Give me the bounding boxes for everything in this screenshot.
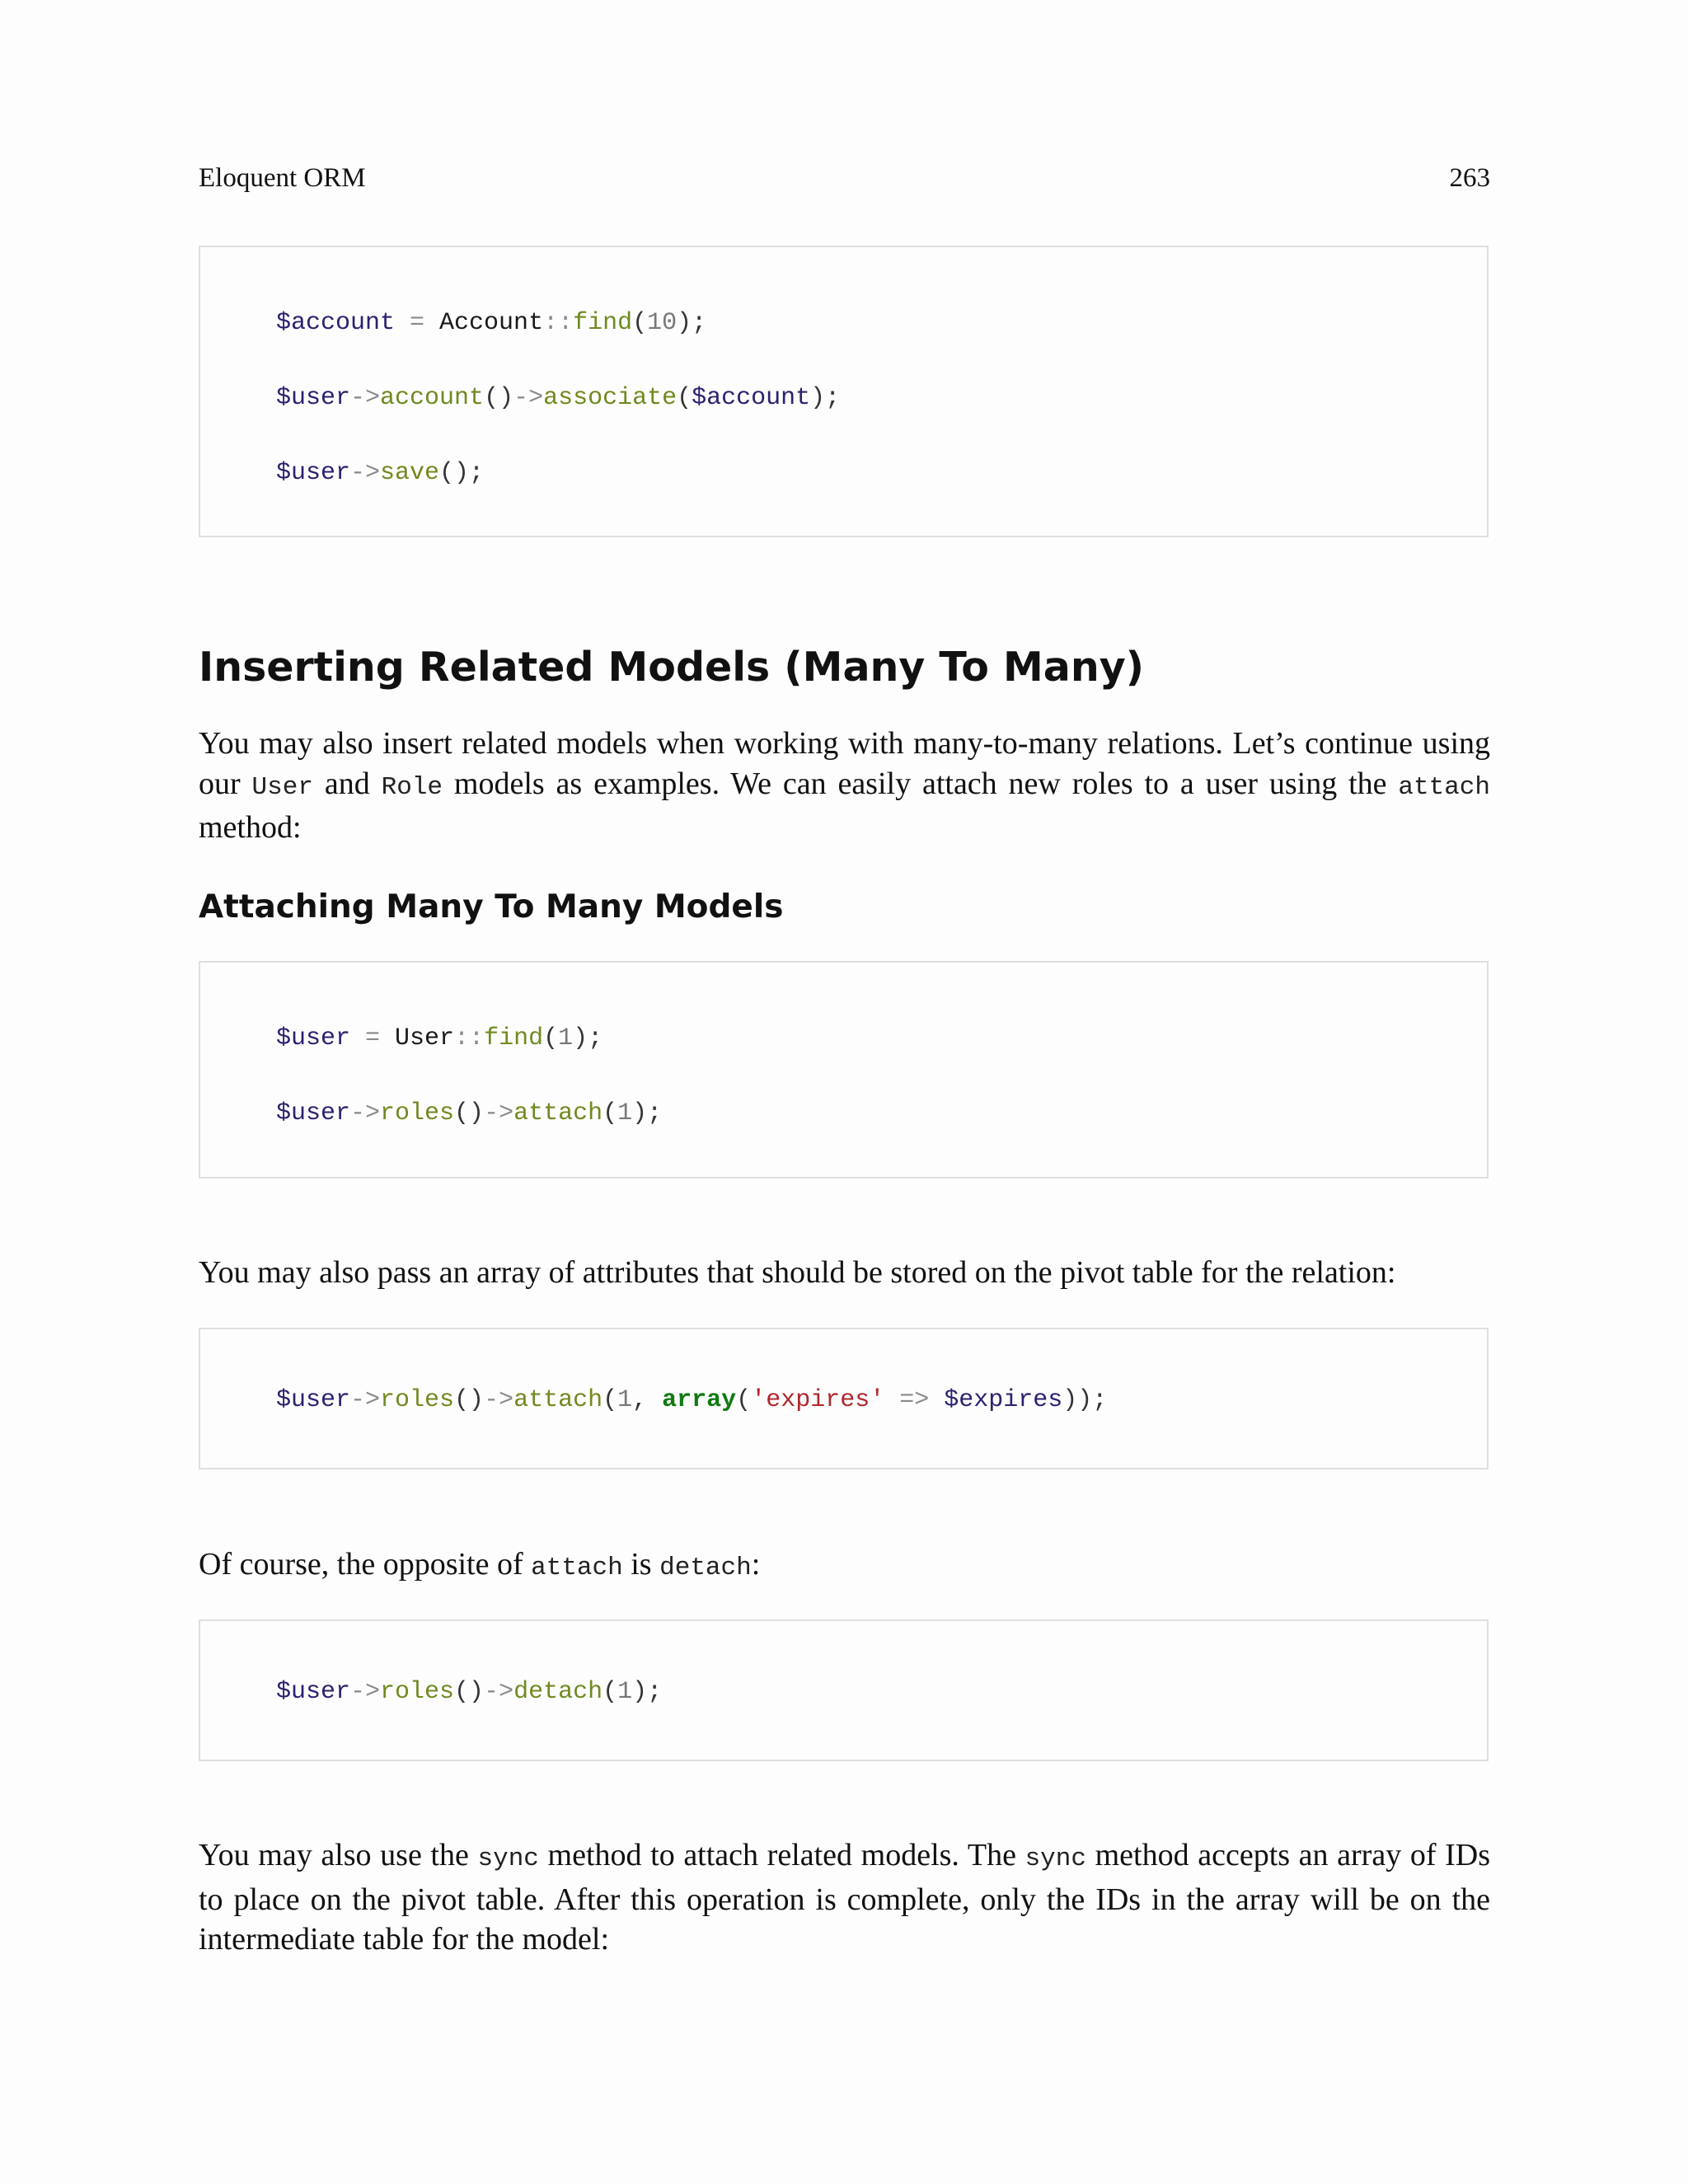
inline-code: Role [381,772,443,802]
paragraph-intro [199,724,1490,848]
code-token: () [454,1678,485,1706]
code-token: -> [350,1386,381,1414]
code-token: 1 [617,1099,633,1127]
paragraph-text: method accepts an array of IDs to place on the pivot table. After this operation is complete, only the IDs in the array will be on the intermediate table for the model: [199,1838,1490,1957]
code-token: :: [543,309,574,337]
page-number: 263 [1449,163,1490,193]
code-token: $user [276,1024,351,1052]
paragraph-text: Of course, the opposite of [199,1547,532,1582]
code-token: ( [677,384,692,412]
code-line [276,1024,603,1053]
paragraph-text: method: [199,810,302,845]
code-token: ( [736,1386,752,1414]
code-token: save [380,459,440,487]
code-token: 1 [558,1024,574,1052]
code-token: ( [603,1678,618,1706]
code-token: find [484,1024,544,1052]
inline-code: sync [477,1844,539,1873]
code-token: = [350,1024,396,1052]
paragraph-sync [199,1835,1490,1960]
running-header-section: Eloquent ORM [199,163,366,193]
code-token: -> [350,459,381,487]
code-token: ); [573,1024,603,1052]
paragraph-text: models as examples. We can easily attach new roles to a user using the [443,766,1399,801]
code-token: () [454,1099,485,1127]
code-token: roles [380,1678,455,1706]
inline-code: attach [531,1554,623,1582]
code-token: -> [484,1678,514,1706]
code-token: associate [543,384,678,412]
code-token: account [380,384,485,412]
code-token: $user [276,1099,351,1127]
code-token: => [884,1386,945,1414]
code-token: attach [513,1099,603,1127]
code-block-attach [199,961,1489,1179]
code-token: $user [276,384,351,412]
code-token: ( [632,309,648,337]
code-line [276,1099,662,1128]
paragraph-pivot [199,1253,1490,1293]
inline-code: sync [1025,1844,1086,1873]
code-token: (); [439,459,485,487]
code-token: $expires [944,1386,1063,1414]
code-token: () [484,384,514,412]
paragraph-text: : [751,1547,761,1582]
code-token: roles [380,1099,455,1127]
code-token: $account [692,384,811,412]
paragraph-text: method to attach related models. The [538,1838,1025,1872]
code-line [276,308,706,338]
code-token: 1 [617,1678,633,1706]
code-token: 'expires' [751,1386,885,1414]
code-block-detach [199,1619,1489,1761]
code-token: -> [350,384,381,412]
code-token: $user [276,1386,351,1414]
inline-code: attach [1398,772,1491,802]
subsection-heading: Attaching Many To Many Models [199,888,784,926]
code-token: -> [484,1099,514,1127]
code-token: )); [1062,1386,1108,1414]
code-token: ); [810,384,841,412]
section-heading: Inserting Related Models (Many To Many) [199,644,1145,691]
paragraph-detach [199,1544,1490,1589]
code-token: = [395,309,440,337]
code-token: 10 [647,309,678,337]
code-line [276,1385,1107,1415]
code-token: find [573,309,633,337]
code-token: () [454,1386,485,1414]
code-token: -> [350,1099,381,1127]
running-header [199,162,1490,194]
code-line [276,458,484,488]
code-token: Account [439,309,544,337]
paragraph-text: is [622,1547,660,1582]
paragraph-text: and [312,766,382,801]
code-token: roles [380,1386,455,1414]
code-token: :: [454,1024,485,1052]
code-block-associate [199,246,1489,537]
code-line [276,1677,662,1707]
code-block-attach-attributes [199,1328,1489,1469]
code-token: $user [276,1678,351,1706]
code-token: -> [484,1386,514,1414]
code-token: ); [632,1099,663,1127]
code-token: ); [632,1678,663,1706]
code-token: ( [603,1386,618,1414]
paragraph-text: You may also pass an array of attributes that should be stored on the pivot table for the relation: [199,1255,1396,1290]
code-token: attach [513,1386,603,1414]
code-line [276,383,840,413]
code-token: ( [603,1099,618,1127]
code-token: ); [677,309,707,337]
code-token: ( [543,1024,559,1052]
code-token: array [662,1386,737,1414]
inline-code: User [251,772,313,802]
code-token: User [395,1024,455,1052]
code-token: $account [276,309,396,337]
code-token: 1 [617,1386,633,1414]
code-token: -> [350,1678,381,1706]
code-token: $user [276,459,351,487]
code-token: -> [513,384,544,412]
inline-code: detach [659,1554,752,1582]
paragraph-text: You may also use the [199,1838,478,1872]
code-token: detach [513,1678,603,1706]
paragraph-text: You may also insert related models when working with many-to-many relations. Let’s continue using our [199,726,1490,801]
code-token: , [632,1386,663,1414]
